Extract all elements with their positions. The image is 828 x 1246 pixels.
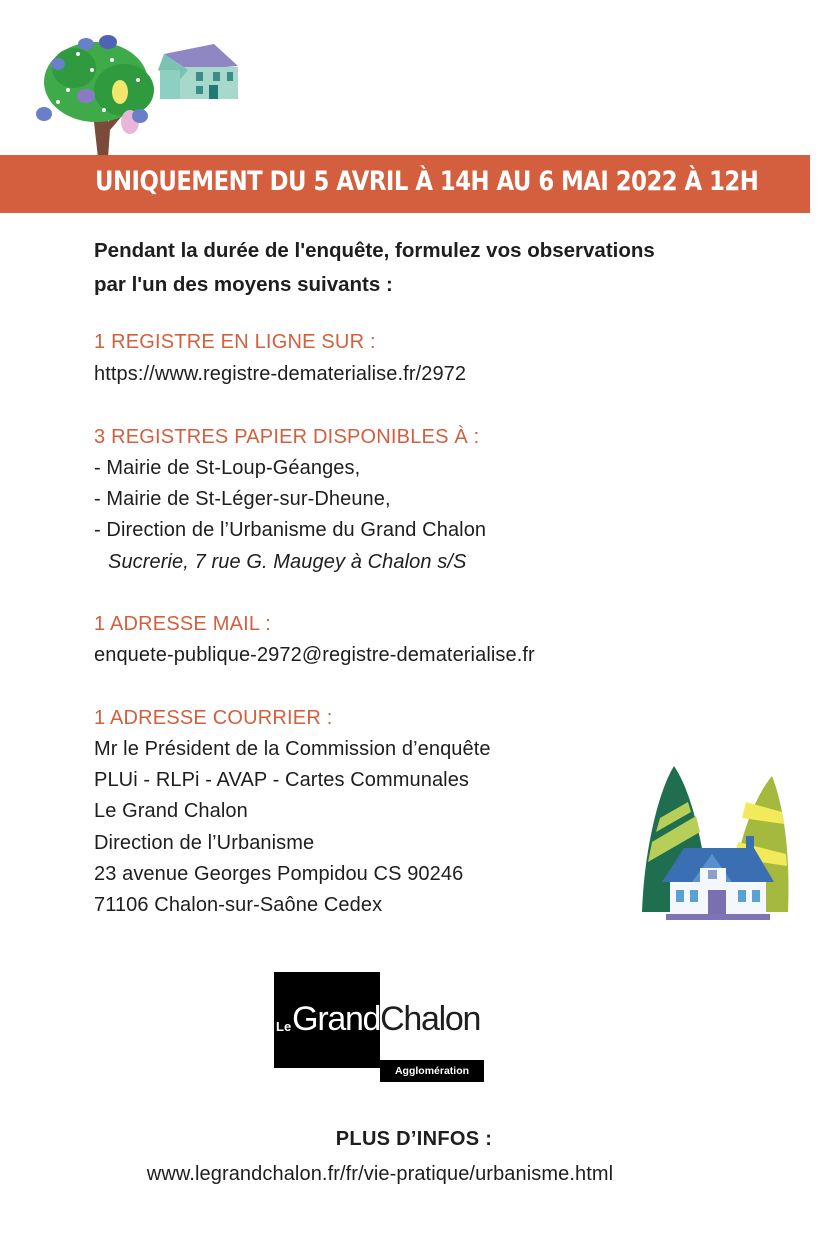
logo-wordmark	[276, 1000, 480, 1039]
logo-chalon: Chalon	[380, 1000, 481, 1038]
banner-text: UNIQUEMENT DU 5 AVRIL À 14H AU 6 MAI 2022 À 12H	[95, 166, 759, 197]
logo-le: Le	[276, 1019, 292, 1034]
online-register-title: 1 REGISTRE EN LIGNE SUR :	[94, 331, 376, 353]
email-title: 1 ADRESSE MAIL :	[94, 613, 271, 635]
postal-line: Direction de l’Urbanisme	[94, 832, 315, 854]
tree-icon	[36, 35, 154, 158]
paper-register-item: - Mairie de St-Loup-Géanges,	[94, 457, 361, 479]
more-info-url[interactable]: www.legrandchalon.fr/fr/vie-pratique/urbanisme.html	[146, 1163, 614, 1185]
postal-line: Le Grand Chalon	[94, 800, 248, 822]
grand-chalon-logo	[274, 972, 488, 1084]
logo-grand: Grand	[292, 1000, 381, 1038]
house-trees-illustration	[634, 762, 794, 927]
house-icon	[158, 44, 238, 99]
postal-line: 23 avenue Georges Pompidou CS 90246	[94, 863, 464, 885]
postal-title: 1 ADRESSE COURRIER :	[94, 707, 333, 729]
intro-line-1: Pendant la durée de l'enquête, formulez vos observations	[94, 239, 655, 262]
paper-register-item: - Direction de l’Urbanisme du Grand Chalon	[94, 519, 487, 541]
postal-line: PLUi - RLPi - AVAP - Cartes Communales	[94, 769, 470, 791]
tree-house-illustration	[28, 30, 243, 158]
logo-tagline: Agglomération	[380, 1060, 484, 1082]
postal-line: Mr le Président de la Commission d’enquête	[94, 738, 491, 760]
paper-register-address: Sucrerie, 7 rue G. Maugey à Chalon s/S	[108, 551, 467, 573]
intro-line-2: par l'un des moyens suivants :	[94, 273, 393, 296]
more-info-title: PLUS D’INFOS :	[335, 1128, 493, 1150]
postal-line: 71106 Chalon-sur-Saône Cedex	[94, 894, 383, 916]
email-address[interactable]: enquete-publique-2972@registre-dematerialise.fr	[94, 644, 535, 666]
intro-text	[94, 234, 794, 302]
paper-registers-title: 3 REGISTRES PAPIER DISPONIBLES À :	[94, 426, 480, 448]
online-register-url[interactable]: https://www.registre-dematerialise.fr/2972	[94, 363, 467, 385]
paper-register-item: - Mairie de St-Léger-sur-Dheune,	[94, 488, 391, 510]
date-banner	[0, 155, 810, 213]
